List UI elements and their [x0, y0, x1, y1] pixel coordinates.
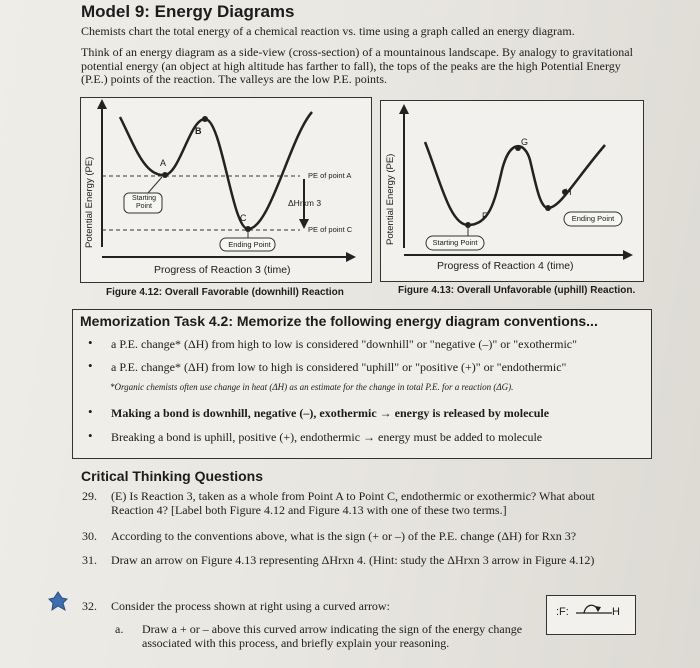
hydrogen-label: H [612, 606, 620, 618]
memo-bullet-uphill: a P.E. change* (ΔH) from low to high is considered "uphill" or "positive (+)" or "endothermic" [111, 360, 567, 374]
fig1-pe-a-label: PE of point A [308, 171, 352, 180]
fig1-y-arrowhead [97, 99, 107, 109]
fig2-x-label: Progress of Reaction 4 (time) [437, 260, 574, 272]
fig1-point-c-dot [245, 226, 251, 232]
fig1-x-arrowhead [346, 252, 356, 262]
fig1-start-label: Starting Point [131, 195, 157, 210]
fig2-start-label: Starting Point [432, 238, 478, 247]
fig1-x-label: Progress of Reaction 3 (time) [154, 264, 291, 276]
q32-text: Consider the process shown at right using a curved arrow: [111, 599, 390, 613]
fig2-point-f-label: F [482, 211, 488, 221]
fig1-point-c-label: C [240, 213, 247, 223]
figure-4-12-diagram [80, 97, 372, 283]
fig2-point-f-dot [545, 205, 551, 211]
q30-text: According to the conventions above, what is the sign (+ or –) of the P.E. change (ΔH) for Rxn 3? [111, 529, 577, 543]
fig2-end-label: Ending Point [571, 214, 615, 223]
intro-analogy-text: Think of an energy diagram as a side-view (cross-section) of a mountainous landscape. By analogy to gravitational potential energy (an object at high altitude has farther to fall), the tops of the peaks are the high Potential Energy (P.E.) points of the reaction. The valleys are the low P.E. points. [81, 45, 633, 86]
memo-bullet-breaking-bond: Breaking a bond is uphill, positive (+), endothermic → energy must be added to molecule [111, 430, 543, 444]
fig1-point-b-label: B [195, 126, 202, 136]
fig1-point-a-label: A [160, 158, 167, 168]
bullet-dot: • [88, 335, 93, 350]
fig2-point-h-label: H [565, 187, 572, 197]
fig2-x-arrowhead [623, 250, 633, 260]
fig1-end-label: Ending Point [228, 240, 271, 249]
fig2-caption: Figure 4.13: Overall Unfavorable (uphill) Reaction. [398, 285, 636, 296]
q32-number: 32. [82, 599, 97, 613]
fig2-start-dot [465, 222, 471, 228]
q31-number: 31. [82, 553, 97, 567]
bullet-dot: • [88, 428, 93, 443]
curved-arrow-icon [570, 600, 615, 622]
q32a-letter: a. [115, 622, 124, 636]
fig1-delta-h-label: ΔHrxm 3 [288, 198, 322, 208]
fluorine-label: :F: [556, 606, 569, 618]
fig1-y-label: Potential Energy (PE) [84, 156, 95, 248]
fig1-start-pointer [148, 177, 162, 193]
fig1-caption: Figure 4.12: Overall Favorable (downhill) Reaction [106, 287, 344, 298]
memo-bullet-making-bond: Making a bond is downhill, negative (–), exothermic → energy is released by molecule [111, 406, 550, 420]
q32a-text: Draw a + or – above this curved arrow indicating the sign of the energy change associated with this process, and briefly explain your reasoning. [142, 622, 523, 650]
fig1-pe-c-label: PE of point C [308, 225, 353, 234]
bullet-dot: • [88, 358, 93, 373]
fig1-point-a-dot [162, 172, 168, 178]
intro-text: Chemists chart the total energy of a chemical reaction vs. time using a graph called an energy diagram. [81, 24, 575, 38]
memo-bullet-downhill: a P.E. change* (ΔH) from high to low is considered "downhill" or "negative (–)" or "exothermic" [111, 337, 577, 351]
q30-number: 30. [82, 529, 97, 543]
memo-footnote: *Organic chemists often use change in heat (ΔH) as an estimate for the change in total P.E. for a reaction (ΔG). [110, 382, 514, 392]
fig2-y-label: Potential Energy (PE) [385, 153, 396, 245]
q31-text: Draw an arrow on Figure 4.13 representing ΔHrxn 4. (Hint: study the ΔHrxn 3 arrow in Figure 4.12) [111, 553, 595, 567]
model-title: Model 9: Energy Diagrams [81, 2, 295, 21]
figure-4-13-diagram [380, 100, 644, 282]
memo-title: Memorization Task 4.2: Memorize the following energy diagram conventions... [80, 313, 598, 329]
critical-thinking-title: Critical Thinking Questions [81, 468, 264, 484]
fig2-y-arrowhead [399, 104, 409, 114]
fig1-point-b-dot [202, 116, 208, 122]
fig2-point-g-label: G [521, 137, 529, 147]
q29-text: (E) Is Reaction 3, taken as a whole from Point A to Point C, endothermic or exothermic? What about Reaction 4? [Label both Figure 4.12 and Figure 4.13 with one of these two terms.] [111, 489, 595, 517]
q29-number: 29. [82, 489, 97, 503]
bullet-dot: • [88, 404, 93, 419]
pin-icon [48, 590, 68, 612]
